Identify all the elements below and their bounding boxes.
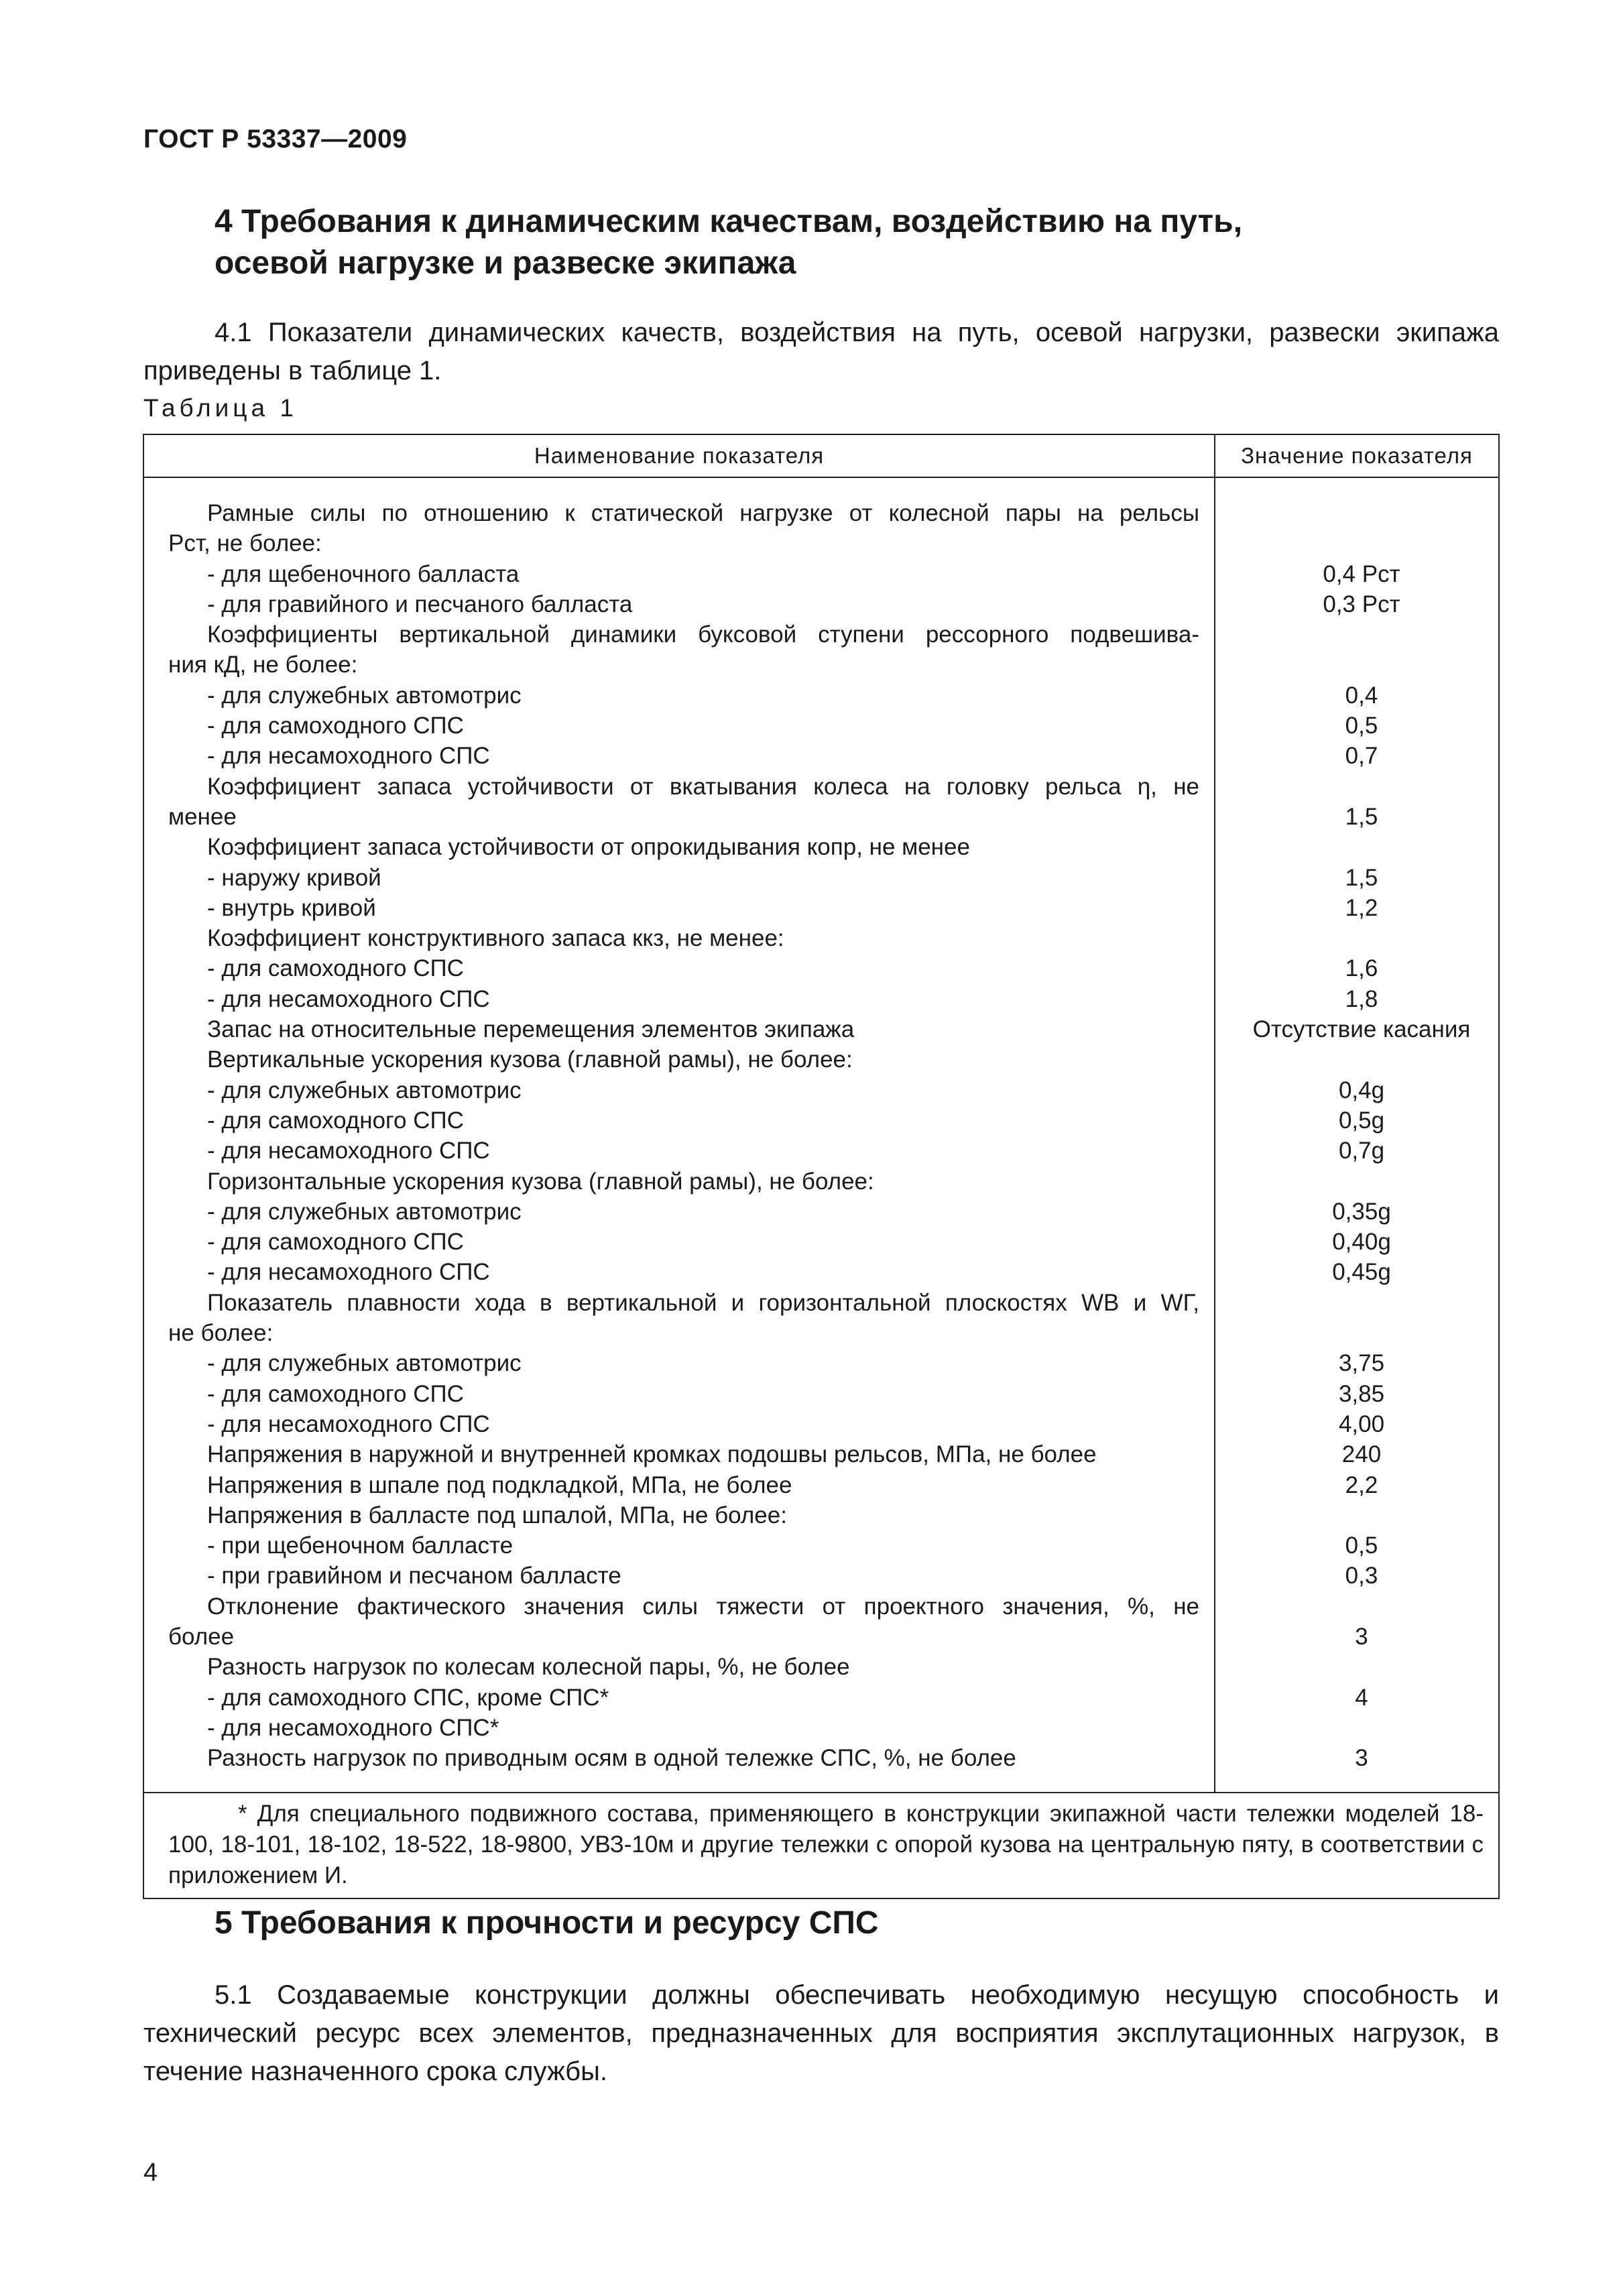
- indicator-value: [1215, 1044, 1498, 1075]
- indicator-names-column: [143, 477, 1215, 1793]
- indicator-name: - для самоходного СПС: [207, 713, 464, 739]
- indicator-name: Разность нагрузок по колесам колесной пары, %, не более: [207, 1654, 850, 1681]
- standard-code: ГОСТ Р 53337—2009: [143, 125, 408, 154]
- indicator-value: 3,85: [1338, 1380, 1385, 1407]
- indicator-value: 3,75: [1338, 1350, 1385, 1377]
- section-4-title-line2: осевой нагрузке и развеске экипажа: [215, 245, 796, 281]
- indicator-value: [1215, 1591, 1498, 1622]
- indicator-name: - для несамоходного СПС: [207, 1138, 490, 1164]
- paragraph-4-1: 4.1 Показатели динамических качеств, воздействия на путь, осевой нагрузки, развески экипажа приведены в таблице 1.: [143, 318, 1499, 385]
- indicator-value: 0,7: [1345, 743, 1378, 770]
- indicator-name: Pст, не более:: [168, 530, 322, 557]
- indicator-value: 2,2: [1345, 1471, 1378, 1498]
- section-4-title: [215, 201, 1421, 284]
- indicator-value: [1215, 650, 1498, 680]
- indicator-value: 0,4g: [1338, 1077, 1385, 1103]
- indicator-name: - для самоходного СПС: [207, 1107, 464, 1134]
- indicator-value: 1,6: [1345, 955, 1378, 982]
- indicator-name: - для несамоходного СПС: [207, 985, 490, 1012]
- indicator-name: - для служебных автомотрис: [207, 682, 522, 709]
- indicator-value: 0,7g: [1338, 1138, 1385, 1164]
- indicator-name: - для щебеночного балласта: [207, 560, 520, 587]
- indicator-value: 3: [1355, 1745, 1368, 1772]
- indicator-value: Отсутствие касания: [1252, 1016, 1471, 1043]
- indicator-name: - для самоходного СПС: [207, 1229, 464, 1256]
- indicator-value: [1215, 1166, 1498, 1197]
- indicator-name: Запас на относительные перемещения элементов экипажа: [207, 1016, 855, 1043]
- indicator-name: - внутрь кривой: [207, 894, 376, 921]
- indicator-name: Напряжения в шпале под подкладкой, МПа, не более: [207, 1471, 792, 1498]
- indicator-value: 0,35g: [1332, 1198, 1391, 1225]
- indicator-value: 1,2: [1345, 894, 1378, 921]
- indicator-name: - наружу кривой: [207, 864, 381, 891]
- table-body-row: [143, 477, 1499, 1793]
- indicator-name: Горизонтальные ускорения кузова (главной рамы), не более:: [207, 1168, 874, 1195]
- indicator-name: Коэффициенты вертикальной динамики буксовой ступени рессорного подвешива-: [207, 621, 1199, 648]
- indicator-name: Коэффициент запаса устойчивости от вкатывания колеса на головку рельса η, не: [207, 773, 1199, 800]
- indicator-value: 4: [1355, 1684, 1368, 1711]
- indicator-name: не более:: [168, 1320, 274, 1347]
- table-header-row: [143, 434, 1499, 477]
- indicator-value: 1,8: [1345, 985, 1378, 1012]
- table-caption: Таблица 1: [143, 394, 298, 422]
- indicator-name: - для самоходного СПС: [207, 1380, 464, 1407]
- indicator-value: 0,40g: [1332, 1229, 1391, 1256]
- table-footnote: * Для специального подвижного состава, применяющего в конструкции экипажной части тележки моделей 18-100, 18-101, 18-102, 18-522, 18-9800, УВЗ-10м и другие тележки с опорой кузова на центральную пяту, в соответствии с приложением И.: [143, 1793, 1499, 1898]
- indicator-value: 0,5g: [1338, 1107, 1385, 1134]
- indicator-name: Отклонение фактического значения силы тяжести от проектного значения, %, не: [207, 1593, 1199, 1620]
- indicator-value: 3: [1355, 1623, 1368, 1650]
- indicator-value: [1215, 1288, 1498, 1318]
- indicator-name: Напряжения в наружной и внутренней кромках подошвы рельсов, МПа, не более: [207, 1441, 1097, 1468]
- indicator-name: Показатель плавности хода в вертикальной и горизонтальной плоскостях WВ и WГ,: [207, 1289, 1199, 1316]
- indicator-name: - при гравийном и песчаном балласте: [207, 1563, 621, 1589]
- indicator-values-column: [1215, 477, 1499, 1793]
- section-5-title: 5 Требования к прочности и ресурсу СПС: [215, 1905, 879, 1941]
- indicator-name: - для несамоходного СПС: [207, 1259, 490, 1286]
- indicator-name: менее: [168, 803, 237, 830]
- indicator-name: - для несамоходного СПС: [207, 1410, 490, 1437]
- table-footnote-row: [143, 1793, 1499, 1898]
- indicator-value: 0,45g: [1332, 1259, 1391, 1286]
- indicator-value: [1215, 619, 1498, 650]
- indicator-value: 240: [1341, 1441, 1382, 1468]
- indicator-value: [1215, 1318, 1498, 1348]
- indicator-name: Коэффициент запаса устойчивости от опрокидывания копр, не менее: [207, 834, 970, 861]
- indicator-name: - для служебных автомотрис: [207, 1198, 522, 1225]
- indicator-value: [1215, 923, 1498, 953]
- indicator-value: 0,4 Pст: [1323, 560, 1400, 587]
- header-indicator-name: Наименование показателя: [143, 434, 1215, 477]
- indicator-value: 4,00: [1338, 1410, 1385, 1437]
- indicator-name: Рамные силы по отношению к статической нагрузке от колесной пары на рельсы: [207, 500, 1199, 526]
- indicator-value: 1,5: [1345, 803, 1378, 830]
- indicator-name: - для несамоходного СПС*: [207, 1714, 499, 1741]
- indicator-name: ния кД, не более:: [168, 652, 358, 678]
- indicator-value: 0,5: [1345, 713, 1378, 739]
- indicator-value: 0,4: [1345, 682, 1378, 709]
- paragraph-5-1: 5.1 Создаваемые конструкции должны обеспечивать необходимую несущую способность и технический ресурс всех элементов, предназначенных для восприятия эксплутационных нагрузок, в течение назначенного срока службы.: [143, 1980, 1499, 2086]
- indicator-value: [1215, 1713, 1498, 1743]
- indicator-name: Вертикальные ускорения кузова (главной рамы), не более:: [207, 1046, 853, 1073]
- section-4-title-line1: 4 Требования к динамическим качествам, воздействию на путь,: [215, 204, 1243, 239]
- indicator-name: Коэффициент конструктивного запаса ккз, не менее:: [207, 925, 784, 952]
- indicator-name: - для служебных автомотрис: [207, 1350, 522, 1377]
- indicator-value: 1,5: [1345, 864, 1378, 891]
- indicator-value: 0,3 Pст: [1323, 591, 1400, 617]
- indicator-value: [1215, 832, 1498, 862]
- indicator-name: Напряжения в балласте под шпалой, МПа, не более:: [207, 1502, 787, 1528]
- indicators-table: [143, 434, 1500, 1899]
- indicator-value: [1215, 528, 1498, 558]
- indicator-value: [1215, 772, 1498, 802]
- indicator-name: - для гравийного и песчаного балласта: [207, 591, 633, 617]
- indicator-name: - при щебеночном балласте: [207, 1532, 514, 1559]
- indicator-value: [1215, 498, 1498, 528]
- page-number: 4: [143, 2159, 158, 2187]
- indicator-name: - для несамоходного СПС: [207, 743, 490, 770]
- indicator-value: 0,5: [1345, 1532, 1378, 1559]
- indicator-value: [1215, 1500, 1498, 1530]
- indicator-value: 0,3: [1345, 1563, 1378, 1589]
- indicator-name: - для самоходного СПС, кроме СПС*: [207, 1684, 609, 1711]
- indicator-name: - для самоходного СПС: [207, 955, 464, 982]
- indicator-name: Разность нагрузок по приводным осям в одной тележке СПС, %, не более: [207, 1745, 1016, 1772]
- header-indicator-value: Значение показателя: [1215, 434, 1499, 477]
- indicator-name: - для служебных автомотрис: [207, 1077, 522, 1103]
- indicator-name: более: [168, 1623, 235, 1650]
- indicator-value: [1215, 1652, 1498, 1682]
